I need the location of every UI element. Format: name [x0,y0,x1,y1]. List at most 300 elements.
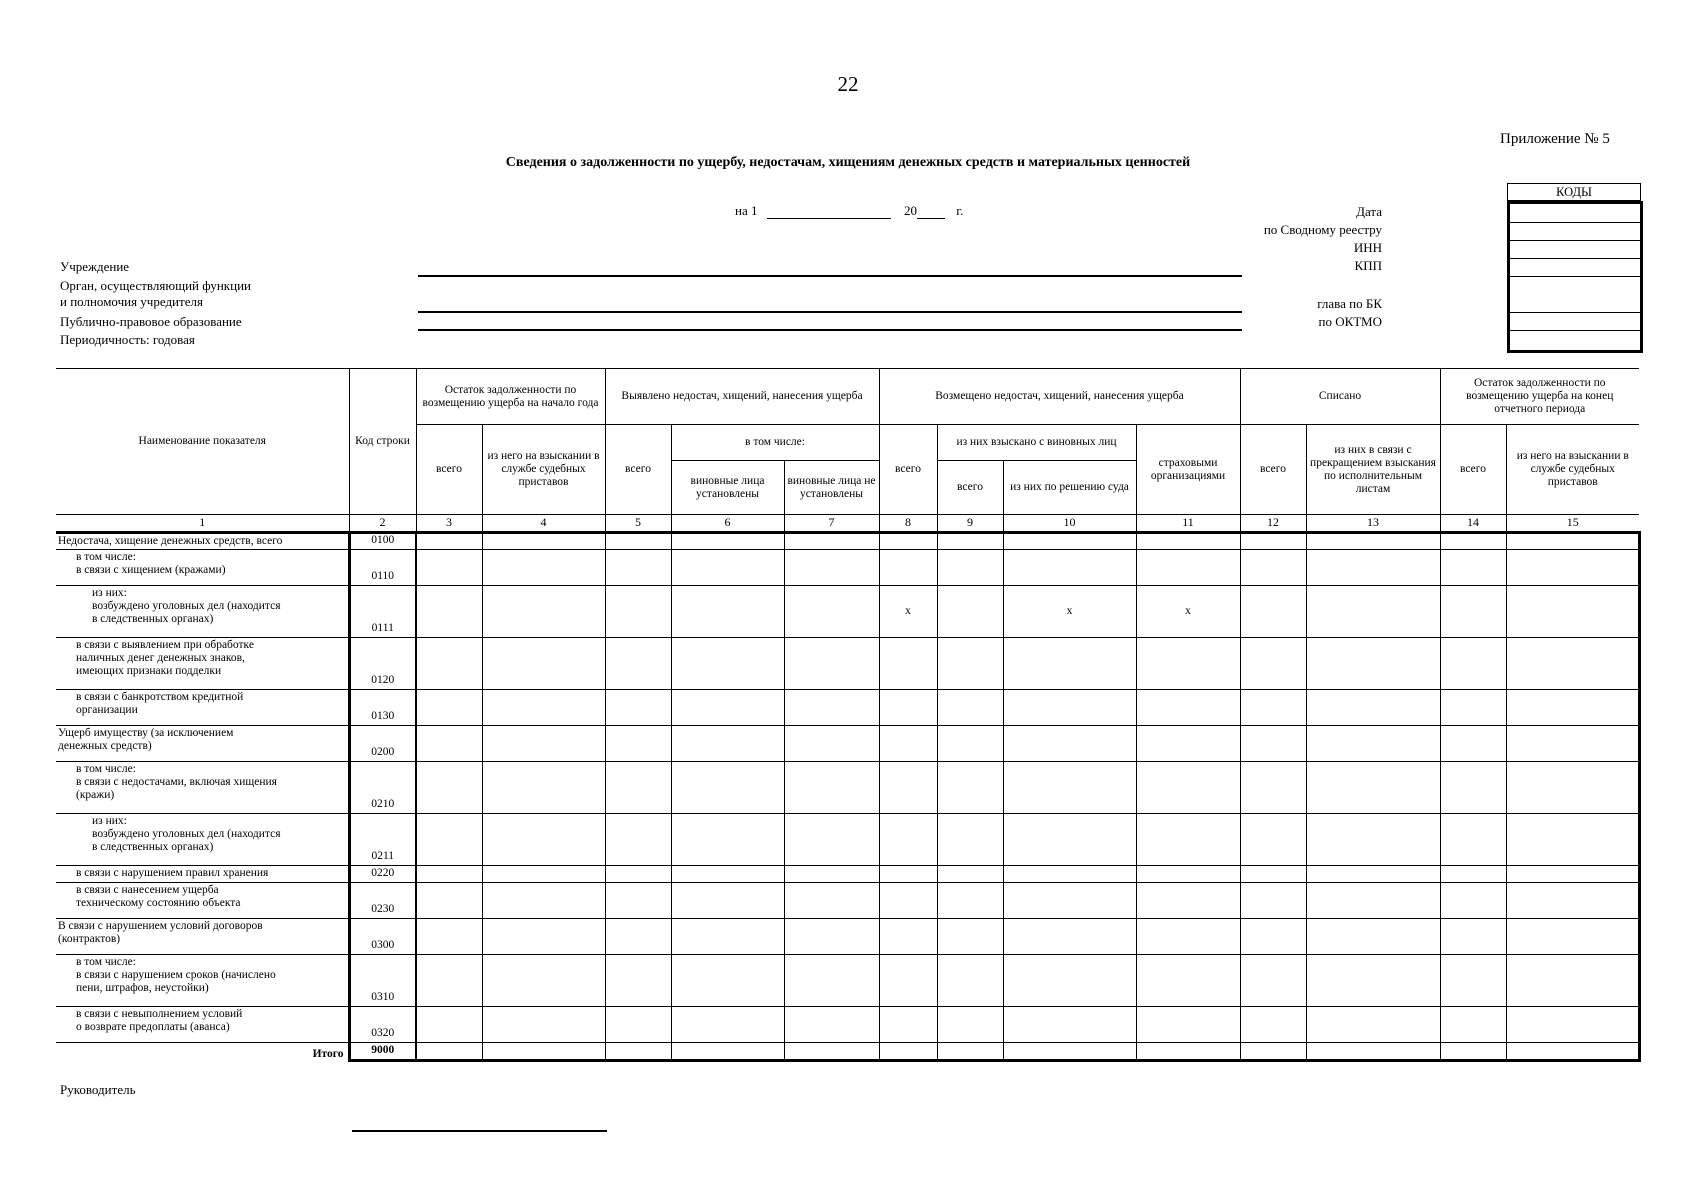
value-cell[interactable] [1506,1007,1639,1043]
value-cell[interactable] [671,814,784,866]
codes-header: КОДЫ [1507,183,1641,201]
value-cell[interactable] [1306,814,1440,866]
row-name [56,883,349,919]
value-cell[interactable] [1440,690,1506,726]
public-entity-label: Публично-правовое образование [60,314,242,329]
header-start-total: всего [416,425,482,515]
value-cell[interactable] [671,726,784,762]
row-name-line: в связи с банкротством кредитной [76,691,244,703]
table-row [56,586,1639,638]
header-name: Наименование показателя [56,369,349,515]
row-name-line: в связи с выявлением при обработке [76,639,254,651]
value-cell[interactable] [1306,638,1440,690]
row-name-line: о возврате предоплаты (аванса) [76,1021,230,1033]
value-cell[interactable] [605,533,671,550]
total-value-cell[interactable] [1440,1043,1506,1061]
value-cell[interactable] [784,533,879,550]
value-cell[interactable] [784,883,879,919]
row-name-line: в связи с недостачами, включая хищения [76,776,277,788]
value-cell[interactable] [784,690,879,726]
value-cell[interactable] [416,762,482,814]
value-cell[interactable] [482,726,605,762]
header-group-end: Остаток задолженности по возмещению ущерба на конец отчетного периода [1440,369,1639,425]
value-cell[interactable] [416,533,482,550]
row-name-line: Недостача, хищение денежных средств, всего [58,535,283,547]
value-cell[interactable] [482,919,605,955]
value-cell[interactable] [784,866,879,883]
value-cell[interactable] [671,955,784,1007]
table-row [56,533,1639,550]
value-cell[interactable] [937,814,1003,866]
table-row [56,814,1639,866]
value-cell[interactable] [1003,955,1136,1007]
row-name-line: из них: [92,815,127,827]
periodicity-label: Периодичность: годовая [60,332,195,347]
value-cell[interactable] [1240,550,1306,586]
value-cell[interactable] [1240,866,1306,883]
value-cell[interactable] [1306,883,1440,919]
row-name [56,638,349,690]
value-cell[interactable] [1136,814,1240,866]
value-cell[interactable] [1240,533,1306,550]
header-found-total: всего [605,425,671,515]
row-name [56,726,349,762]
value-cell[interactable] [879,550,937,586]
value-cell[interactable] [671,1007,784,1043]
appendix-label: Приложение № 5 [1500,131,1610,147]
value-cell[interactable] [482,550,605,586]
value-cell[interactable] [1003,919,1136,955]
row-name [56,866,349,883]
value-cell[interactable] [879,814,937,866]
row-name-line: из них: [92,587,127,599]
column-number: 4 [482,515,605,533]
value-cell[interactable] [605,1007,671,1043]
value-cell[interactable] [1240,955,1306,1007]
value-cell[interactable] [416,690,482,726]
date-suffix: г. [956,203,964,218]
value-cell[interactable] [1136,550,1240,586]
value-cell[interactable] [784,919,879,955]
row-name [56,586,349,638]
value-cell[interactable] [1506,586,1639,638]
value-cell[interactable] [1506,638,1639,690]
row-name-line: в том числе: [76,551,136,563]
value-cell[interactable] [937,533,1003,550]
value-cell[interactable] [1240,883,1306,919]
total-value-cell[interactable] [937,1043,1003,1061]
value-cell[interactable] [1240,638,1306,690]
column-number: 2 [349,515,416,533]
value-cell[interactable] [1440,586,1506,638]
value-cell[interactable] [416,814,482,866]
total-value-cell[interactable] [416,1043,482,1061]
row-code: 0300 [349,919,416,955]
value-cell[interactable] [1136,866,1240,883]
value-cell[interactable] [879,690,937,726]
table-row [56,866,1639,883]
value-cell[interactable] [1306,919,1440,955]
value-cell[interactable] [671,550,784,586]
header-reimbursed-total: всего [879,425,937,515]
value-cell[interactable] [1240,919,1306,955]
value-cell[interactable] [1136,883,1240,919]
value-cell[interactable] [671,533,784,550]
value-cell[interactable] [1003,690,1136,726]
value-cell[interactable] [1003,533,1136,550]
value-cell[interactable] [482,586,605,638]
total-value-cell[interactable] [671,1043,784,1061]
value-cell[interactable] [1306,762,1440,814]
header-insurance: страховыми организациями [1136,425,1240,515]
value-cell[interactable] [1003,883,1136,919]
row-name-line: (кражи) [76,789,115,801]
total-value-cell[interactable] [605,1043,671,1061]
value-cell[interactable] [605,955,671,1007]
value-cell[interactable] [1506,550,1639,586]
date-year-prefix: 20 [903,203,917,218]
codes-box[interactable] [1507,201,1643,353]
value-cell[interactable] [605,814,671,866]
value-cell[interactable] [1240,726,1306,762]
total-row [56,1043,1639,1061]
public-entity-field[interactable] [418,329,1242,331]
total-value-cell[interactable] [1306,1043,1440,1061]
value-cell[interactable] [1306,533,1440,550]
value-cell[interactable] [1306,690,1440,726]
column-number: 11 [1136,515,1240,533]
value-cell[interactable] [1136,955,1240,1007]
value-cell[interactable] [1003,726,1136,762]
value-cell[interactable] [1306,550,1440,586]
value-cell[interactable] [605,550,671,586]
value-cell[interactable] [1506,690,1639,726]
value-cell[interactable] [1306,586,1440,638]
row-name [56,919,349,955]
value-cell[interactable] [937,550,1003,586]
value-cell[interactable] [671,638,784,690]
founder-label-line2: и полномочия учредителя [60,294,203,309]
value-cell[interactable] [937,586,1003,638]
value-cell[interactable] [671,919,784,955]
value-cell[interactable] [1306,866,1440,883]
value-cell[interactable] [605,690,671,726]
total-value-cell[interactable] [1003,1043,1136,1061]
row-name-line: денежных средств) [58,740,152,752]
value-cell[interactable] [1506,533,1639,550]
value-cell[interactable] [482,883,605,919]
value-cell[interactable] [1003,1007,1136,1043]
value-cell[interactable] [482,638,605,690]
value-cell[interactable] [1003,638,1136,690]
table-row [56,883,1639,919]
column-number: 1 [56,515,349,533]
value-cell[interactable] [937,762,1003,814]
value-cell[interactable] [416,883,482,919]
value-cell[interactable] [1136,762,1240,814]
value-cell[interactable] [1136,533,1240,550]
value-cell[interactable] [671,866,784,883]
page-number: 22 [837,72,859,96]
row-name-line: в следственных органах) [92,841,214,853]
value-cell[interactable] [879,762,937,814]
row-code: 0211 [349,814,416,866]
value-cell[interactable] [879,726,937,762]
row-name [56,814,349,866]
row-code: 0310 [349,955,416,1007]
value-cell[interactable] [671,883,784,919]
value-cell[interactable] [784,814,879,866]
value-cell[interactable] [937,919,1003,955]
codes-label-oktmo: по ОКТМО [1318,314,1382,329]
document-title: Сведения о задолженности по ущербу, недостачам, хищениям денежных средств и материальных ценностей [505,155,1191,170]
value-cell[interactable] [605,762,671,814]
value-cell[interactable] [605,919,671,955]
header-culprits-total: всего [937,461,1003,515]
header-start-bailiff: из него на взыскании в службе судебных приставов [482,425,605,515]
row-code: 0320 [349,1007,416,1043]
row-code: 0111 [349,586,416,638]
value-cell[interactable] [937,883,1003,919]
value-cell[interactable] [937,638,1003,690]
value-cell[interactable] [1506,883,1639,919]
value-cell[interactable] [1506,866,1639,883]
value-cell[interactable] [671,586,784,638]
value-cell[interactable] [937,726,1003,762]
value-cell[interactable] [937,690,1003,726]
total-value-cell[interactable] [784,1043,879,1061]
header-group-reimbursed: Возмещено недостач, хищений, нанесения ущерба [879,369,1240,425]
row-name-line: в том числе: [76,763,136,775]
row-code: 0100 [349,533,416,550]
value-cell[interactable] [879,955,937,1007]
value-cell[interactable] [416,726,482,762]
column-number: 9 [937,515,1003,533]
x-mark-cell: x [1136,586,1240,638]
value-cell[interactable] [879,866,937,883]
value-cell[interactable] [1240,762,1306,814]
header-written-off-total: всего [1240,425,1306,515]
codes-label-inn: ИНН [1353,240,1382,255]
row-name-line: в связи с нанесением ущерба [76,884,219,896]
value-cell[interactable] [1136,638,1240,690]
value-cell[interactable] [1240,586,1306,638]
value-cell[interactable] [1003,762,1136,814]
row-name [56,550,349,586]
value-cell[interactable] [482,690,605,726]
column-number: 12 [1240,515,1306,533]
value-cell[interactable] [671,690,784,726]
value-cell[interactable] [1440,919,1506,955]
value-cell[interactable] [1240,814,1306,866]
row-name-line: в связи с нарушением правил хранения [76,867,269,879]
value-cell[interactable] [482,866,605,883]
codes-label-registry: по Сводному реестру [1263,222,1382,237]
row-name-line: пени, штрафов, неустойки) [76,982,209,994]
column-number: 7 [784,515,879,533]
x-mark-cell: x [1003,586,1136,638]
value-cell[interactable] [1506,955,1639,1007]
value-cell[interactable] [937,955,1003,1007]
value-cell[interactable] [879,533,937,550]
value-cell[interactable] [482,762,605,814]
codes-separator [1510,330,1640,331]
total-value-cell[interactable] [1506,1043,1639,1061]
codes-separator [1510,258,1640,259]
codes-separator [1510,276,1640,277]
signature-field[interactable] [352,1130,607,1132]
row-code: 0120 [349,638,416,690]
header-culprits-known: виновные лица установлены [671,461,784,515]
value-cell[interactable] [784,762,879,814]
row-name-line: (контрактов) [58,933,121,945]
value-cell[interactable] [784,586,879,638]
header-group-start: Остаток задолженности по возмещению ущерба на начало года [416,369,605,425]
value-cell[interactable] [937,1007,1003,1043]
header-culprits-unknown: виновные лица не установлены [784,461,879,515]
total-value-cell[interactable] [482,1043,605,1061]
value-cell[interactable] [1136,919,1240,955]
value-cell[interactable] [784,638,879,690]
total-value-cell[interactable] [1136,1043,1240,1061]
value-cell[interactable] [1440,726,1506,762]
value-cell[interactable] [1440,866,1506,883]
row-name [56,955,349,1007]
row-code: 0200 [349,726,416,762]
date-prefix: на 1 [735,203,758,218]
row-name-line: возбуждено уголовных дел (находится [92,828,281,840]
debt-table [56,368,1641,1062]
value-cell[interactable] [482,533,605,550]
value-cell[interactable] [1240,690,1306,726]
value-cell[interactable] [605,638,671,690]
value-cell[interactable] [416,550,482,586]
value-cell[interactable] [1306,1007,1440,1043]
value-cell[interactable] [605,586,671,638]
signer-label: Руководитель [60,1082,136,1097]
row-name-line: наличных денег денежных знаков, [76,652,245,664]
codes-separator [1510,240,1640,241]
value-cell[interactable] [416,919,482,955]
value-cell[interactable] [1506,919,1639,955]
value-cell[interactable] [416,638,482,690]
total-code: 9000 [349,1043,416,1061]
value-cell[interactable] [1306,726,1440,762]
total-value-cell[interactable] [879,1043,937,1061]
report-date-line [735,203,963,219]
value-cell[interactable] [1440,638,1506,690]
value-cell[interactable] [1506,814,1639,866]
value-cell[interactable] [605,726,671,762]
row-name [56,1007,349,1043]
value-cell[interactable] [1440,762,1506,814]
table-row [56,1007,1639,1043]
value-cell[interactable] [1440,550,1506,586]
value-cell[interactable] [605,866,671,883]
row-name-line: в следственных органах) [92,613,214,625]
table-row [56,726,1639,762]
value-cell[interactable] [1440,1007,1506,1043]
header-from-culprits: из них взыскано с виновных лиц [937,425,1136,461]
row-name-line: организации [76,704,138,716]
value-cell[interactable] [1306,955,1440,1007]
value-cell[interactable] [416,955,482,1007]
row-name-line: возбуждено уголовных дел (находится [92,600,281,612]
value-cell[interactable] [416,586,482,638]
value-cell[interactable] [482,814,605,866]
row-name-line: имеющих признаки подделки [76,665,222,677]
column-number: 3 [416,515,482,533]
column-number: 15 [1506,515,1639,533]
total-value-cell[interactable] [1240,1043,1306,1061]
value-cell[interactable] [879,1007,937,1043]
date-day-month-field[interactable] [767,204,891,219]
value-cell[interactable] [1136,690,1240,726]
value-cell[interactable] [1506,726,1639,762]
value-cell[interactable] [482,955,605,1007]
row-code: 0220 [349,866,416,883]
row-name [56,762,349,814]
value-cell[interactable] [416,1007,482,1043]
row-name-line: техническому состоянию объекта [76,897,241,909]
value-cell[interactable] [1003,866,1136,883]
value-cell[interactable] [1136,1007,1240,1043]
table-row [56,762,1639,814]
column-number: 13 [1306,515,1440,533]
value-cell[interactable] [1003,814,1136,866]
value-cell[interactable] [1136,726,1240,762]
value-cell[interactable] [784,550,879,586]
value-cell[interactable] [1240,1007,1306,1043]
row-name-line: Ущерб имуществу (за исключением [58,727,234,739]
value-cell[interactable] [937,866,1003,883]
total-label: Итого [312,1047,344,1060]
header-group-written-off: Списано [1240,369,1440,425]
value-cell[interactable] [416,866,482,883]
value-cell[interactable] [784,1007,879,1043]
x-mark-cell: x [879,586,937,638]
table-row [56,919,1639,955]
codes-separator [1510,312,1640,313]
table-row [56,550,1639,586]
value-cell[interactable] [879,638,937,690]
header-code: Код строки [349,369,416,515]
value-cell[interactable] [879,919,937,955]
date-year-field[interactable] [917,204,945,219]
row-name-line: в связи с невыполнением условий [76,1008,243,1020]
value-cell[interactable] [1440,814,1506,866]
row-name-line: в связи с хищением (кражами) [76,564,226,576]
codes-separator [1510,222,1640,223]
institution-field[interactable] [418,275,1242,277]
value-cell[interactable] [879,883,937,919]
value-cell[interactable] [1506,762,1639,814]
codes-label-date: Дата [1356,204,1382,219]
value-cell[interactable] [1440,883,1506,919]
value-cell[interactable] [671,762,784,814]
value-cell[interactable] [482,1007,605,1043]
founder-field[interactable] [418,311,1242,313]
value-cell[interactable] [605,883,671,919]
value-cell[interactable] [1440,955,1506,1007]
value-cell[interactable] [784,726,879,762]
row-code: 0130 [349,690,416,726]
header-writs: из них в связи с прекращением взыскания по исполнительным листам [1306,425,1440,515]
value-cell[interactable] [1440,533,1506,550]
value-cell[interactable] [784,955,879,1007]
column-number: 10 [1003,515,1136,533]
value-cell[interactable] [1003,550,1136,586]
